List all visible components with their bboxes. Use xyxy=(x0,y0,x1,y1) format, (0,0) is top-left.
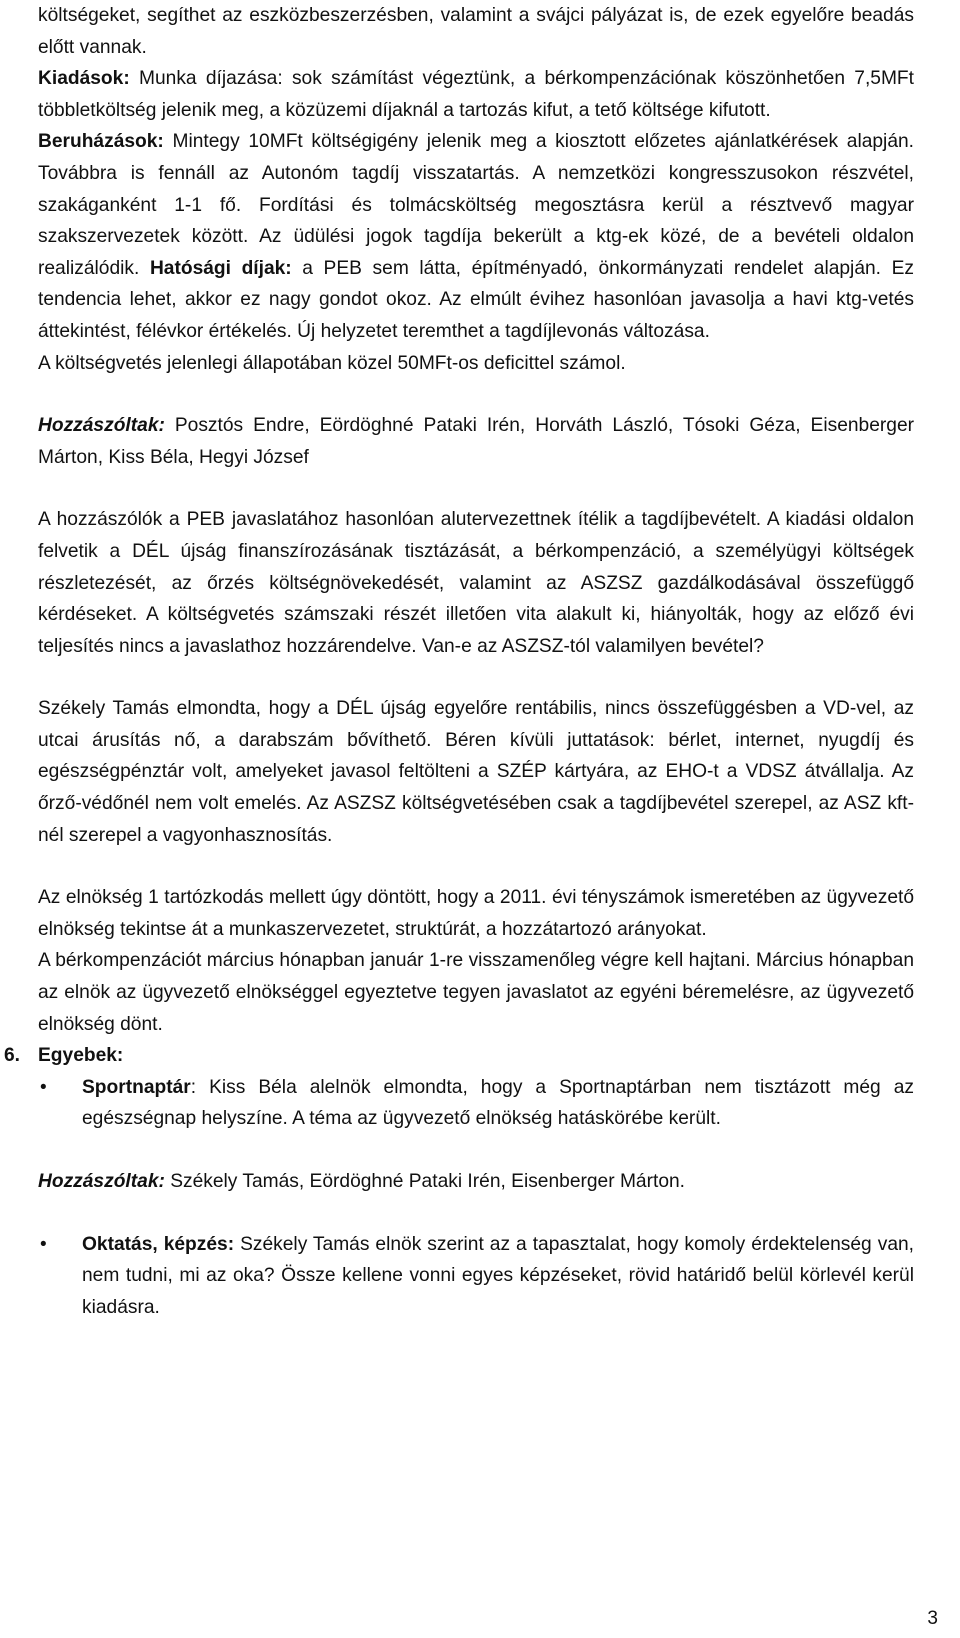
income-text: költségeket, segíthet az eszközbeszerzésben, valamint a svájci pályázat is, de ezek egyelőre beadás előtt vannak. xyxy=(38,5,914,58)
list-item-sportnaptar xyxy=(38,1072,914,1135)
list-item-text xyxy=(82,1229,914,1324)
section-title: Egyebek: xyxy=(38,1045,124,1067)
list-item-body: : Kiss Béla alelnök elmondta, hogy a Sportnaptárban nem tisztázott még az egészségnap helyszíne. A téma az ügyvezető elnökség hatáskörébe került. xyxy=(82,1076,914,1130)
commenters-paragraph xyxy=(38,410,914,473)
list-item-text xyxy=(82,1072,914,1135)
authority-fees-text: a PEB sem látta, építményadó, önkormányzati rendelet alapján. Ez tendencia lehet, akkor ez nagy gondot okoz. Az elmúlt évihez hasonlóan javasolja a havi ktg-vetés áttekintést, félévkor értékelés. Új helyzetet teremthet a tagdíjlevonás változása. xyxy=(38,257,914,342)
decision-paragraph xyxy=(38,882,914,1040)
budget-paragraph xyxy=(38,0,914,379)
comments-summary-paragraph: A hozzászólók a PEB javaslatához hasonlóan alutervezettnek ítélik a tagdíjbevételt. A kiadási oldalon felvetik a DÉL újság finanszírozásának tisztázását, a bérkompenzáció, a személyügyi költségek részletezését, az őrzés költségnövekedését, valamint az ASZSZ gazdálkodásával összefüggő kérdéseket. A költségvetés számszaki részét illetően vita alakult ki, hiányolták, hogy az előző évi teljesítés nincs a javaslathoz hozzárendelve. Van-e az ASZSZ-tól valamilyen bevétel? xyxy=(38,509,914,657)
authority-fees-label: Hatósági díjak: xyxy=(149,257,292,279)
section-heading: 6. Egyebek: xyxy=(38,1040,914,1072)
investments-label: Beruházások: xyxy=(38,131,164,153)
decision-text: Az elnökség 1 tartózkodás mellett úgy döntött, hogy a 2011. évi tényszámok ismeretében az ügyvezető elnökség tekintse át a munkaszervezetet, struktúrát, a hozzátartozó arányokat. xyxy=(38,887,914,940)
list-item-label: Oktatás, képzés: xyxy=(82,1233,235,1255)
szekely-response-paragraph: Székely Tamás elmondta, hogy a DÉL újság egyelőre rentábilis, nincs összefüggésben a VD-vel, az utcai árusítás nő, a darabszám bővíthető. Béren kívüli juttatások: bérlet, internet, nyugdíj és egészségpénztár volt, amelyeket javasol feltölteni a SZÉP kártyára, az EHO-t a VDSZ átvállalja. Az őrző-védőnél nem volt emelés. Az ASZSZ költségvetésében csak a tagdíjbevétel szerepel, az ASZ kft-nél szerepel a vagyonhasznosítás. xyxy=(38,698,914,846)
commenters-text: Posztós Endre, Eördöghné Pataki Irén, Horváth László, Tósoki Géza, Eisenberger Márton, Kiss Béla, Hegyi József xyxy=(38,415,914,468)
bullet-icon: • xyxy=(40,1076,47,1098)
bullet-icon: • xyxy=(40,1233,47,1255)
commenters-text-2: Székely Tamás, Eördöghné Pataki Irén, Eisenberger Márton. xyxy=(164,1171,685,1192)
investments-text: Mintegy 10MFt költségigény jelenik meg a kiosztott előzetes ajánlatkérések alapján. Továbbra is fennáll az Autonóm tagdíj visszatartás. A nemzetközi kongresszusokon részvétel, szakáganként 1-1 fő. Fordítási és tolmácsköltség megosztásra kerül a résztvevő magyar szakszervezetek között. Az üdülési jogok tagdíja bekerült a ktg-ek közé, de a bevételi oldalon realizálódik. xyxy=(38,131,914,279)
deficit-text: A költségvetés jelenlegi állapotában közel 50MFt-os deficittel számol. xyxy=(38,352,626,374)
commenters-paragraph-2 xyxy=(38,1166,914,1198)
commenters-label: Hozzászóltak: xyxy=(38,415,165,437)
page-content xyxy=(4,0,914,1323)
wage-compensation-text: A bérkompenzációt március hónapban január 1-re visszamenőleg végre kell hajtani. Március hónapban az elnök az ügyvezető elnökséggel egyeztetve tegyen javaslatot az egyéni béremelésre, az ügyvezető elnökség dönt. xyxy=(38,950,914,1035)
page-number: 3 xyxy=(927,1608,938,1629)
list-item-oktatas xyxy=(38,1229,914,1324)
commenters-label-2: Hozzászóltak: xyxy=(38,1171,165,1192)
list-item-body: Székely Tamás elnök szerint az a tapasztalat, hogy komoly érdektelenség van, nem tudni, mi az oka? Össze kellene vonni egyes képzéseket, rövid határidő belül körlevél kerül kiadásra. xyxy=(82,1233,914,1318)
expenses-label: Kiadások: xyxy=(38,68,130,90)
list-item-label: Sportnaptár xyxy=(82,1076,191,1098)
expenses-text: Munka díjazása: sok számítást végeztünk, a bérkompenzációnak köszönhetően 7,5MFt többletköltség jelenik meg, a közüzemi díjaknál a tartozás kifut, a tető költsége kifutott. xyxy=(38,68,914,121)
